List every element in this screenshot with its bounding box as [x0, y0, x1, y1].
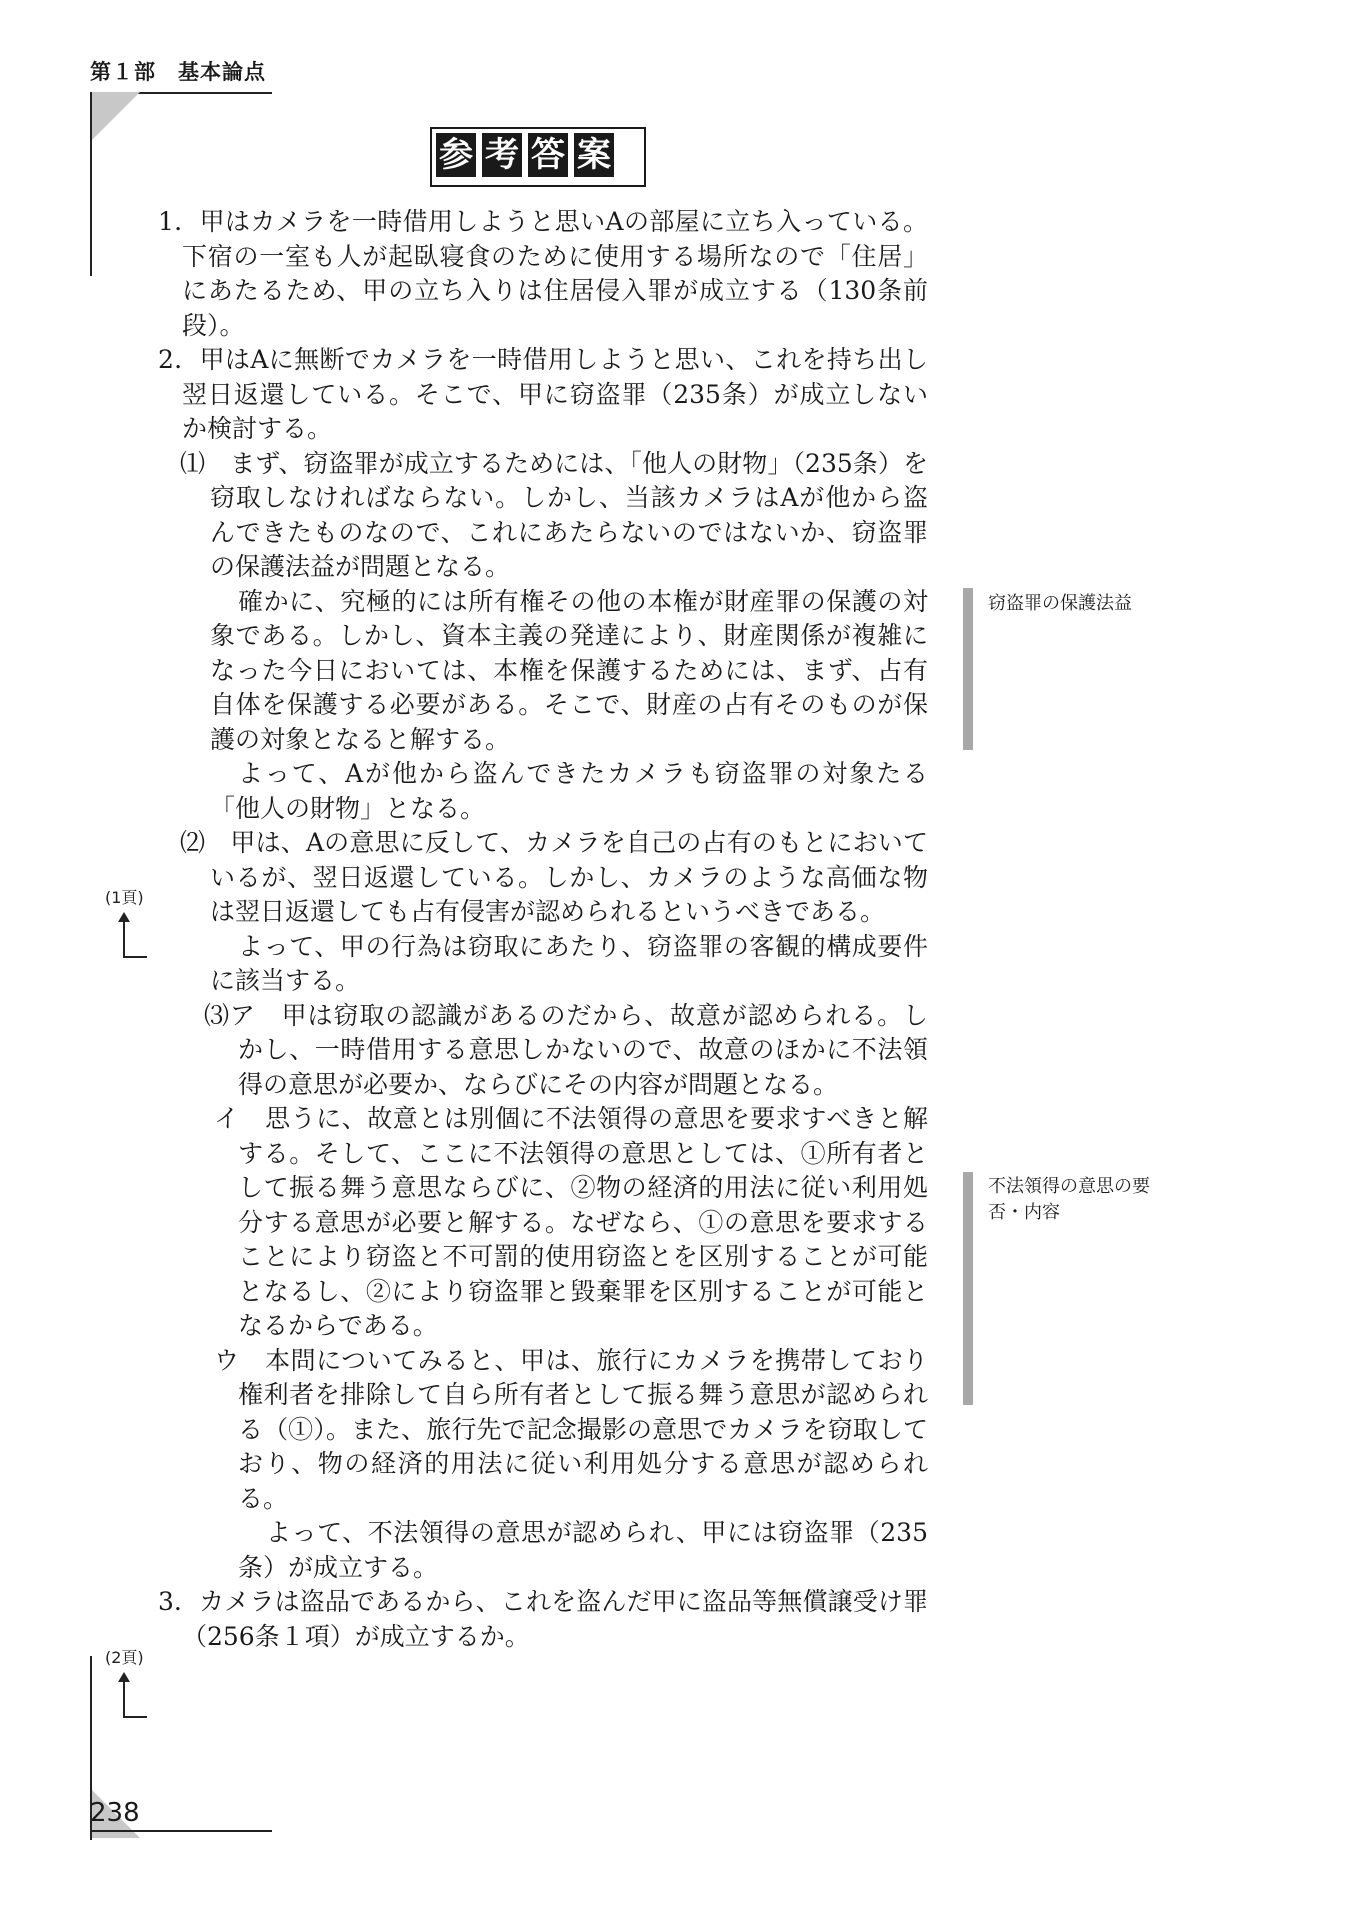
paragraph-2-2: ⑵ 甲は、Aの意思に反して、カメラを自己の占有のもとにおいているが、翌日返還している。しかし、カメラのような高価な物は翌日返還しても占有侵害が認められるというべきである。	[180, 828, 928, 926]
paragraph-2-3-i: イ 思うに、故意とは別個に不法領得の意思を要求すべきと解する。そして、ここに不法領得の意思としては、①所有者として振る舞う意思ならびに、②物の経済的用法に従い利用処分する意思が必要と解する。なぜなら、①の意思を要求することにより窃盗と不可罰的使用窃盗とを区別することが可能となるし、②により窃盗罪と毀棄罪を区別することが可能となるからである。	[214, 1104, 928, 1340]
page-reference: (1頁)	[105, 888, 144, 907]
paragraph-2-3-conclusion: よって、不法領得の意思が認められ、甲には窃盗罪（235条）が成立する。	[238, 1518, 928, 1582]
top-corner-triangle	[92, 92, 140, 140]
paragraph-1: 1．甲はカメラを一時借用しようと思いAの部屋に立ち入っている。下宿の一室も人が起臥寝食のために使用する場所なので「住居」にあたるため、甲の立ち入りは住居侵入罪が成立する（130条前段）。	[158, 207, 928, 340]
title-char: 案	[572, 131, 616, 179]
title-char: 参	[434, 131, 478, 179]
title-char: 答	[526, 131, 570, 179]
paragraph-2-1-conclusion: よって、Aが他から盗んできたカメラも窃盗罪の対象たる「他人の財物」となる。	[210, 759, 928, 823]
paragraph-2-3-a: ⑶ア 甲は窃取の認識があるのだから、故意が認められる。しかし、一時借用する意思しかないので、故意のほかに不法領得の意思が必要か、ならびにその内容が問題となる。	[204, 1000, 928, 1099]
arrow-shaft	[123, 1680, 125, 1718]
arrow-shaft	[123, 920, 125, 958]
paragraph-2-3-u: ウ 本問についてみると、甲は、旅行にカメラを携帯しており権利者を排除して自ら所有者として振る舞う意思が認められる（①）。また、旅行先で記念撮影の意思でカメラを窃取しており、物の経済的用法に従い利用処分する意思が認められる。	[214, 1345, 928, 1513]
margin-note-bar	[963, 1172, 973, 1405]
paragraph-2-2-conclusion: よって、甲の行為は窃取にあたり、窃盗罪の客観的構成要件に該当する。	[210, 931, 928, 995]
answer-body	[158, 205, 928, 1654]
paragraph-3: 3．カメラは盗品であるから、これを盗んだ甲に盗品等無償譲受け罪（256条１項）が成立するか。	[158, 1587, 928, 1651]
paragraph-2-1: ⑴ まず、窃盗罪が成立するためには、「他人の財物」（235条）を窃取しなければならない。しかし、当該カメラはAが他から盗んできたものなので、これにあたらないのではないか、窃盗罪の保護法益が問題となる。	[180, 448, 928, 581]
margin-note-label: 不法領得の意思の要否・内容	[988, 1176, 1150, 1223]
answer-title	[434, 131, 616, 179]
paragraph-2: 2．甲はAに無断でカメラを一時借用しようと思い、これを持ち出し翌日返還している。そこで、甲に窃盗罪（235条）が成立しないか検討する。	[158, 345, 928, 443]
arrow-tail	[123, 1716, 147, 1718]
arrow-tail	[123, 956, 147, 958]
title-char: 考	[480, 131, 524, 179]
margin-note-label: 窃盗罪の保護法益	[988, 593, 1132, 614]
page-reference: (2頁)	[105, 1648, 144, 1667]
margin-note-bar	[963, 588, 973, 750]
paragraph-2-1-reasoning: 確かに、究極的には所有権その他の本権が財産罪の保護の対象である。しかし、資本主義の発達により、財産関係が複雑になった今日においては、本権を保護するためには、まず、占有自体を保護する必要がある。そこで、財産の占有そのものが保護の対象となると解する。	[210, 586, 928, 754]
page-number: 238	[90, 1798, 272, 1832]
section-header: 第１部 基本論点	[90, 56, 272, 94]
